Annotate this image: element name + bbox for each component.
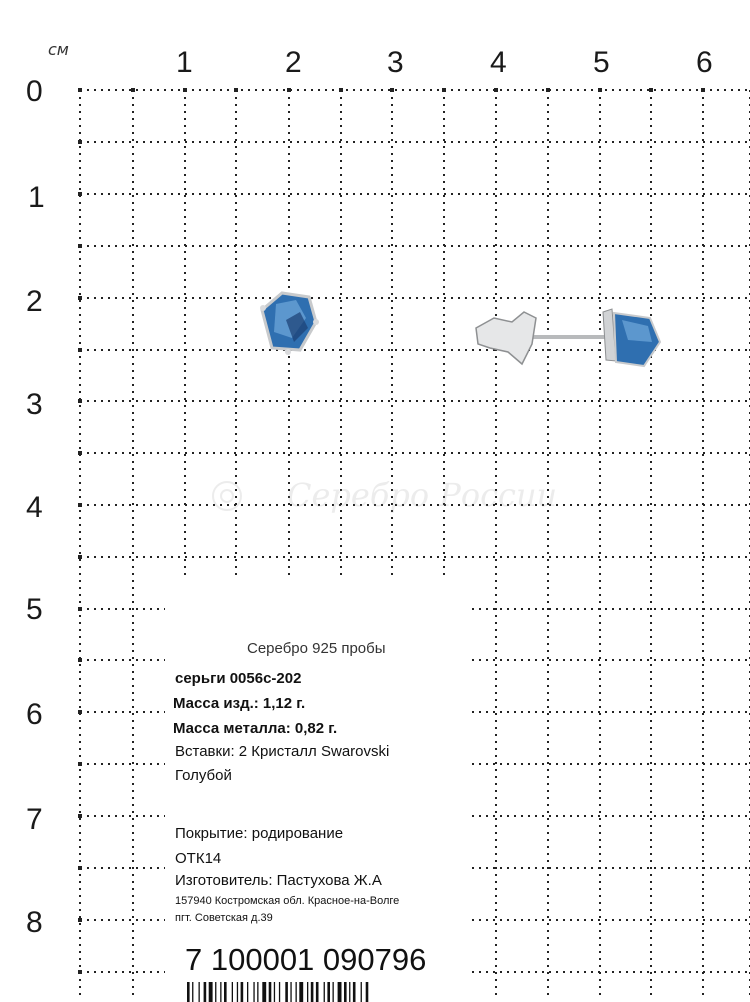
grid-tick-top xyxy=(183,88,187,92)
grid-tick-left xyxy=(78,658,82,662)
label-inserts: Вставки: 2 Кристалл Swarovski xyxy=(175,743,390,760)
product-label xyxy=(165,580,470,1000)
grid-tick-top xyxy=(546,88,550,92)
grid-tick-left xyxy=(78,296,82,300)
label-otk: ОТК14 xyxy=(175,850,222,867)
label-metal-weight: Масса металла: 0,82 г. xyxy=(173,720,338,737)
label-article: серьги 0056с-202 xyxy=(175,670,302,687)
label-coating: Покрытие: родирование xyxy=(175,825,344,842)
grid-tick-left xyxy=(78,710,82,714)
top-number-4: 4 xyxy=(490,46,507,79)
grid-tick-left xyxy=(78,244,82,248)
barcode-icon xyxy=(187,982,457,1002)
top-ruler-numbers xyxy=(176,46,713,79)
grid-tick-left xyxy=(78,555,82,559)
grid-tick-top xyxy=(390,88,394,92)
grid-tick-top xyxy=(234,88,238,92)
prong-1 xyxy=(260,305,266,311)
watermark xyxy=(192,470,562,520)
label-address-line-1: 157940 Костромская обл. Красное-на-Волге xyxy=(175,895,400,907)
grid-tick-left xyxy=(78,503,82,507)
grid-tick-top xyxy=(442,88,446,92)
grid-tick-top xyxy=(701,88,705,92)
left-number-7: 7 xyxy=(26,803,43,836)
grid-tick-top xyxy=(287,88,291,92)
left-number-0: 0 xyxy=(26,75,43,108)
grid-tick-left xyxy=(78,970,82,974)
grid-tick-top xyxy=(131,88,135,92)
grid-tick-left xyxy=(78,399,82,403)
grid-tick-left xyxy=(78,814,82,818)
left-ruler-numbers xyxy=(26,75,45,939)
label-address-line-2: пгт. Советская д.39 xyxy=(175,912,273,924)
butterfly-back-icon xyxy=(476,312,536,364)
earring-side-view xyxy=(476,309,660,366)
grid-tick-left xyxy=(78,607,82,611)
grid-tick-left xyxy=(78,192,82,196)
grid-tick-left xyxy=(78,348,82,352)
label-silver-grade: Серебро 925 пробы xyxy=(247,640,386,657)
top-number-5: 5 xyxy=(593,46,610,79)
label-manufacturer: Изготовитель: Пастухова Ж.А xyxy=(175,872,382,889)
watermark-text: Серебро России xyxy=(287,476,558,514)
top-number-1: 1 xyxy=(176,46,193,79)
grid-tick-left xyxy=(78,918,82,922)
left-number-3: 3 xyxy=(26,388,43,421)
top-number-3: 3 xyxy=(387,46,404,79)
grid-tick-top xyxy=(494,88,498,92)
left-number-5: 5 xyxy=(26,593,43,626)
barcode-number: 7 100001 090796 xyxy=(185,942,427,977)
grid-tick-top xyxy=(649,88,653,92)
label-insert-color: Голубой xyxy=(175,767,232,784)
grid-tick-top xyxy=(339,88,343,92)
grid-tick-top xyxy=(598,88,602,92)
left-number-2: 2 xyxy=(26,285,43,318)
top-number-6: 6 xyxy=(696,46,713,79)
grid-tick-left xyxy=(78,866,82,870)
left-number-4: 4 xyxy=(26,491,43,524)
grid-tick-left xyxy=(78,762,82,766)
prong-2 xyxy=(313,319,319,325)
top-number-2: 2 xyxy=(285,46,302,79)
left-number-1: 1 xyxy=(28,181,45,214)
left-number-8: 8 xyxy=(26,906,43,939)
grid-tick-left xyxy=(78,88,82,92)
grid-tick-left xyxy=(78,140,82,144)
left-number-6: 6 xyxy=(26,698,43,731)
ruler-unit-label: см xyxy=(48,40,69,59)
label-item-weight: Масса изд.: 1,12 г. xyxy=(173,695,306,712)
watermark-logo-icon xyxy=(213,482,241,510)
earring-front-view xyxy=(260,293,319,355)
prong-3 xyxy=(285,349,291,355)
grid-tick-left xyxy=(78,451,82,455)
